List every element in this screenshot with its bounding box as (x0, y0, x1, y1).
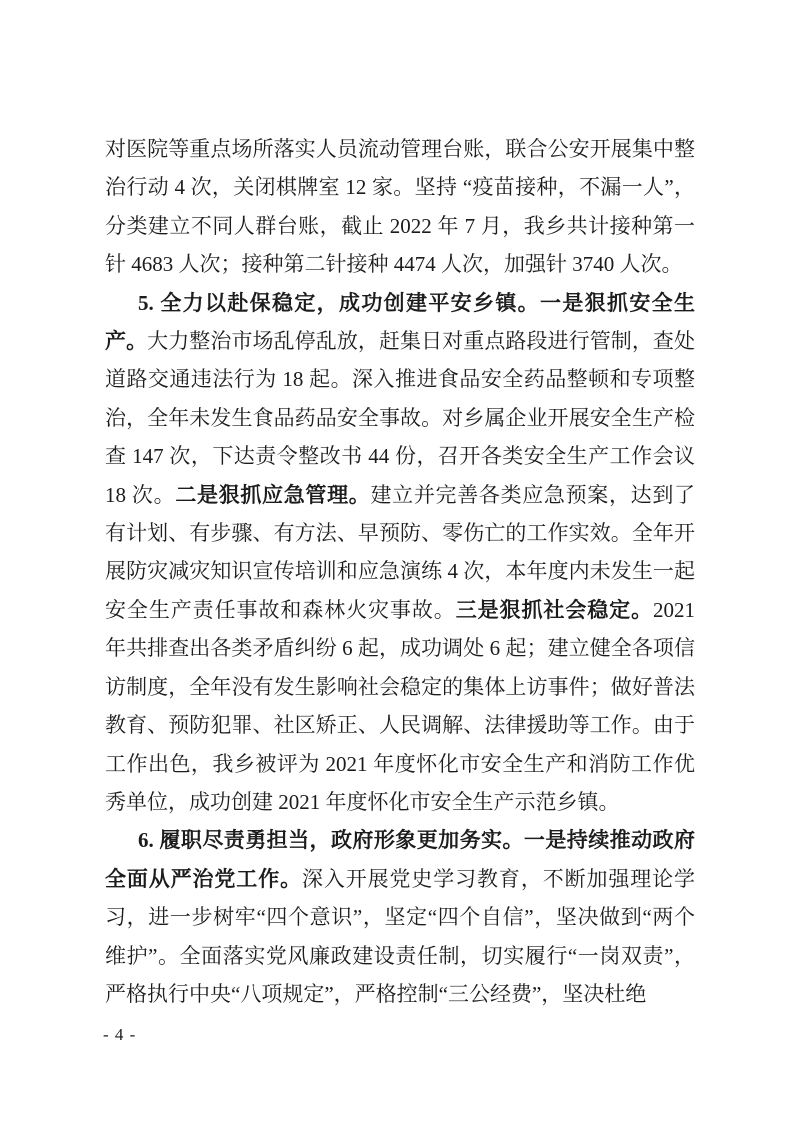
text-run: 2021 年共排查出各类矛盾纠纷 6 起，成功调处 6 起；建立健全各项信访制度，全年没有发生影响社会稳定的集体上访事件；做好普法教育、预防犯罪、社区矫正、人民调解、法律援助等工作。由于工作出色，我乡被评为 2021 年度怀化市安全生产和消防工作优秀单位，成功创建 2021 年度怀化市安全生产示范乡镇。 (105, 597, 695, 814)
text-run: 建立并完善各类应急预案，达到了有计划、有步骤、有方法、早预防、零伤亡的工作实效。全年开展防灾减灾知识宣传培训和应急演练 4 次，本年度内未发生一起安全生产责任事故和森林火灾事故。 (105, 482, 696, 622)
bold-text-run: 6. 履职尽责勇担当，政府形象更加务实。一是持续推动政府全面从严治党工作。 (105, 828, 695, 891)
paragraph (105, 284, 695, 822)
paragraph (105, 130, 695, 284)
paragraph (105, 821, 695, 1013)
document-body (105, 130, 695, 1013)
text-run: 深入开展党史学习教育，不断加强理论学习，进一步树牢“四个意识”，坚定“四个自信”，坚决做到“两个维护”。全面落实党风廉政建设责任制，切实履行“一岗双责”，严格执行中央“八项规定”，严格控制“三公经费”，坚决杜绝 (105, 866, 696, 1006)
page-number: - 4 - (103, 1025, 137, 1044)
text-run: 大力整治市场乱停乱放，赶集日对重点路段进行管制，查处道路交通违法行为 18 起。深入推进食品安全药品整顿和专项整治，全年未发生食品药品安全事故。对乡属企业开展安全生产检查 147 次，下达责令整改书 44 份，召开各类安全生产工作会议 18 次。 (105, 329, 696, 507)
bold-text-run: 二是狠抓应急管理。 (175, 482, 371, 507)
text-run: 对医院等重点场所落实人员流动管理台账，联合公安开展集中整治行动 4 次，关闭棋牌室 12 家。坚持 “疫苗接种，不漏一人”，分类建立不同人群台账，截止 2022 年 7 月，我乡共计接种第一针 4683 人次；接种第二针接种 4474 人次，加强针 3740 人次。 (105, 137, 695, 277)
bold-text-run: 三是狠抓社会稳定。 (455, 597, 653, 622)
bold-text-run: 5. 全力以赴保稳定，成功创建平安乡镇。一是狠抓安全生产。 (105, 290, 695, 354)
